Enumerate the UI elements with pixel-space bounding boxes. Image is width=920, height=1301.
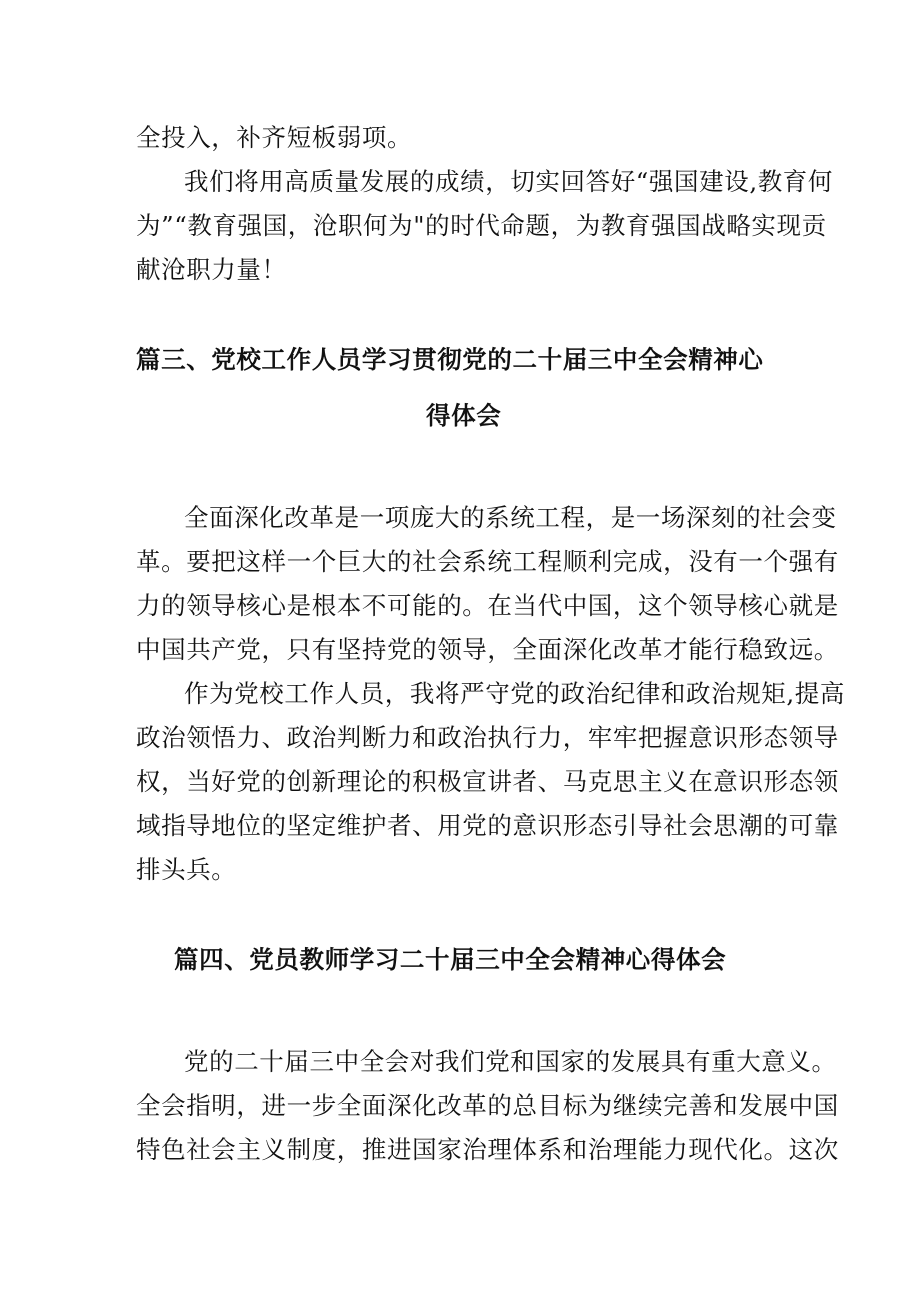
text-line: 力的领导核心是根本不可能的。在当代中国，这个领导核心就是	[136, 591, 839, 620]
text-line: 政治领悟力、政治判断力和政治执行力，牢牢把握意识形态领导	[136, 723, 839, 752]
section-heading-3-line2: 得体会	[426, 401, 502, 430]
text-line: 排头兵。	[136, 855, 237, 884]
text-line: 党的二十届三中全会对我们党和国家的发展具有重大意义。	[184, 1047, 837, 1076]
text-line: 全投入，补齐短板弱项。	[136, 123, 413, 152]
section-heading-4: 篇四、党员教师学习二十届三中全会精神心得体会	[174, 945, 727, 974]
text-line: 我们将用高质量发展的成绩，切实回答好“强国建设,教育何	[184, 167, 834, 196]
text-line: 中国共产党，只有坚持党的领导，全面深化改革才能行稳致远。	[136, 635, 839, 664]
text-line: 特色社会主义制度，推进国家治理体系和治理能力现代化。这次	[136, 1135, 839, 1164]
text-line: 革。要把这样一个巨大的社会系统工程顺利完成，没有一个强有	[136, 547, 839, 576]
section-heading-3-line1: 篇三、党校工作人员学习贯彻党的二十届三中全会精神心	[136, 345, 764, 374]
text-line: 全面深化改革是一项庞大的系统工程，是一场深刻的社会变	[184, 503, 837, 532]
text-line: 域指导地位的坚定维护者、用党的意识形态引导社会思潮的可靠	[136, 811, 839, 840]
text-line: 献沧职力量！	[136, 255, 287, 284]
text-line: 为”“教育强国，沧职何为"的时代命题，为教育强国战略实现贡	[136, 211, 827, 240]
text-line: 权，当好党的创新理论的积极宣讲者、马克思主义在意识形态领	[136, 767, 839, 796]
text-line: 作为党校工作人员，我将严守党的政治纪律和政治规矩,提高	[184, 679, 845, 708]
text-line: 全会指明，进一步全面深化改革的总目标为继续完善和发展中国	[136, 1091, 839, 1120]
